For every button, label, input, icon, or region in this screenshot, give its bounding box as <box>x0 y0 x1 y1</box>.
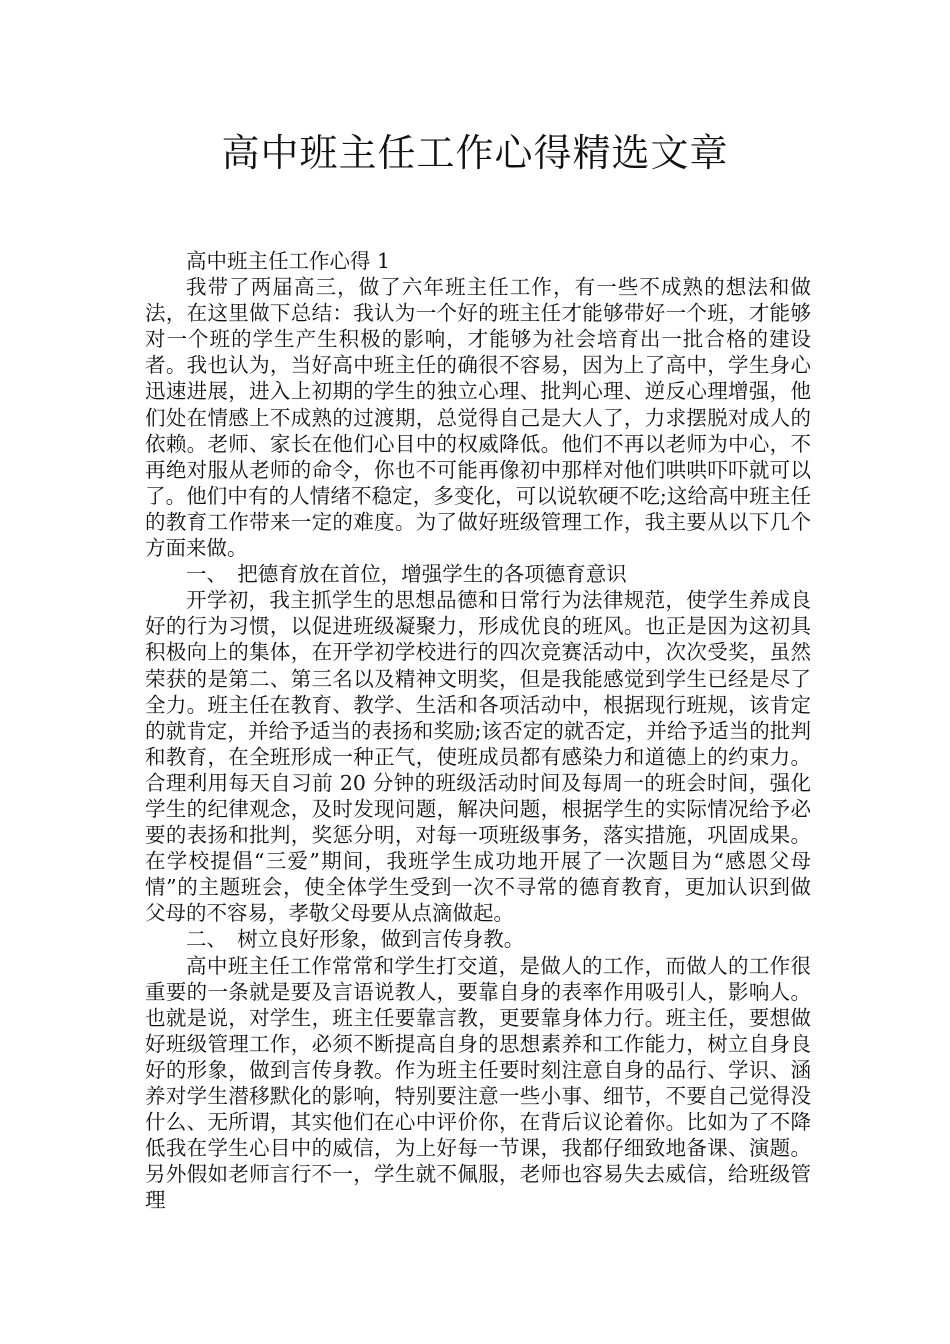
document-body <box>145 248 811 1213</box>
document-title: 高中班主任工作心得精选文章 <box>221 131 729 175</box>
paragraph: 开学初，我主抓学生的思想品德和日常行为法律规范，使学生养成良好的行为习惯，以促进班级凝聚力，形成优良的班风。也正是因为这初具积极向上的集体，在开学初学校进行的四次竞赛活动中，次次受奖，虽然荣获的是第二、第三名以及精神文明奖，但是我能感觉到学生已经是尽了全力。班主任在教育、教学、生活和各项活动中，根据现行班规，该肯定的就肯定，并给予适当的表扬和奖励;该否定的就否定，并给予适当的批判和教育，在全班形成一种正气，使班成员都有感染力和道德上的约束力。合理利用每天自习前 20 分钟的班级活动时间及每周一的班会时间，强化学生的纪律观念，及时发现问题，解决问题，根据学生的实际情况给予必要的表扬和批判，奖惩分明，对每一项班级事务，落实措施，巩固成果。在学校提倡“三爱”期间，我班学生成功地开展了一次题目为“感恩父母情”的主题班会，使全体学生受到一次不寻常的德育教育，更加认识到做父母的不容易，孝敬父母要从点滴做起。 <box>145 588 811 926</box>
section-heading: 二、 树立良好形象，做到言传身教。 <box>186 927 525 952</box>
section-heading: 高中班主任工作心得 1 <box>186 249 391 273</box>
section-heading: 一、 把德育放在首位，增强学生的各项德育意识 <box>186 562 627 587</box>
paragraph: 我带了两届高三，做了六年班主任工作，有一些不成熟的想法和做法，在这里做下总结：我认为一个好的班主任才能够带好一个班，才能够对一个班的学生产生积极的影响，才能够为社会培育出一批合格的建设者。我也认为，当好高中班主任的确很不容易，因为上了高中，学生身心迅速进展，进入上初期的学生的独立心理、批判心理、逆反心理增强，他们处在情感上不成熟的过渡期，总觉得自己是大人了，力求摆脱对成人的依赖。老师、家长在他们心目中的权威降低。他们不再以老师为中心，不再绝对服从老师的命令，你也不可能再像初中那样对他们哄哄吓吓就可以了。他们中有的人情绪不稳定，多变化，可以说软硬不吃;这给高中班主任的教育工作带来一定的难度。为了做好班级管理工作，我主要从以下几个方面来做。 <box>145 275 811 561</box>
paragraph: 高中班主任工作常常和学生打交道，是做人的工作，而做人的工作很重要的一条就是要及言语说教人，要靠自身的表率作用吸引人，影响人。也就是说，对学生，班主任要靠言教，更要靠身体力行。班主任，要想做好班级管理工作，必须不断提高自身的思想素养和工作能力，树立自身良好的形象，做到言传身教。作为班主任要时刻注意自身的品行、学识、涵养对学生潜移默化的影响，特别要注意一些小事、细节，不要自己觉得没什么、无所谓，其实他们在心中评价你，在背后议论着你。比如为了不降低我在学生心目中的威信，为上好每一节课，我都仔细致地备课、演题。另外假如老师言行不一，学生就不佩服，老师也容易失去威信，给班级管理 <box>145 953 811 1213</box>
